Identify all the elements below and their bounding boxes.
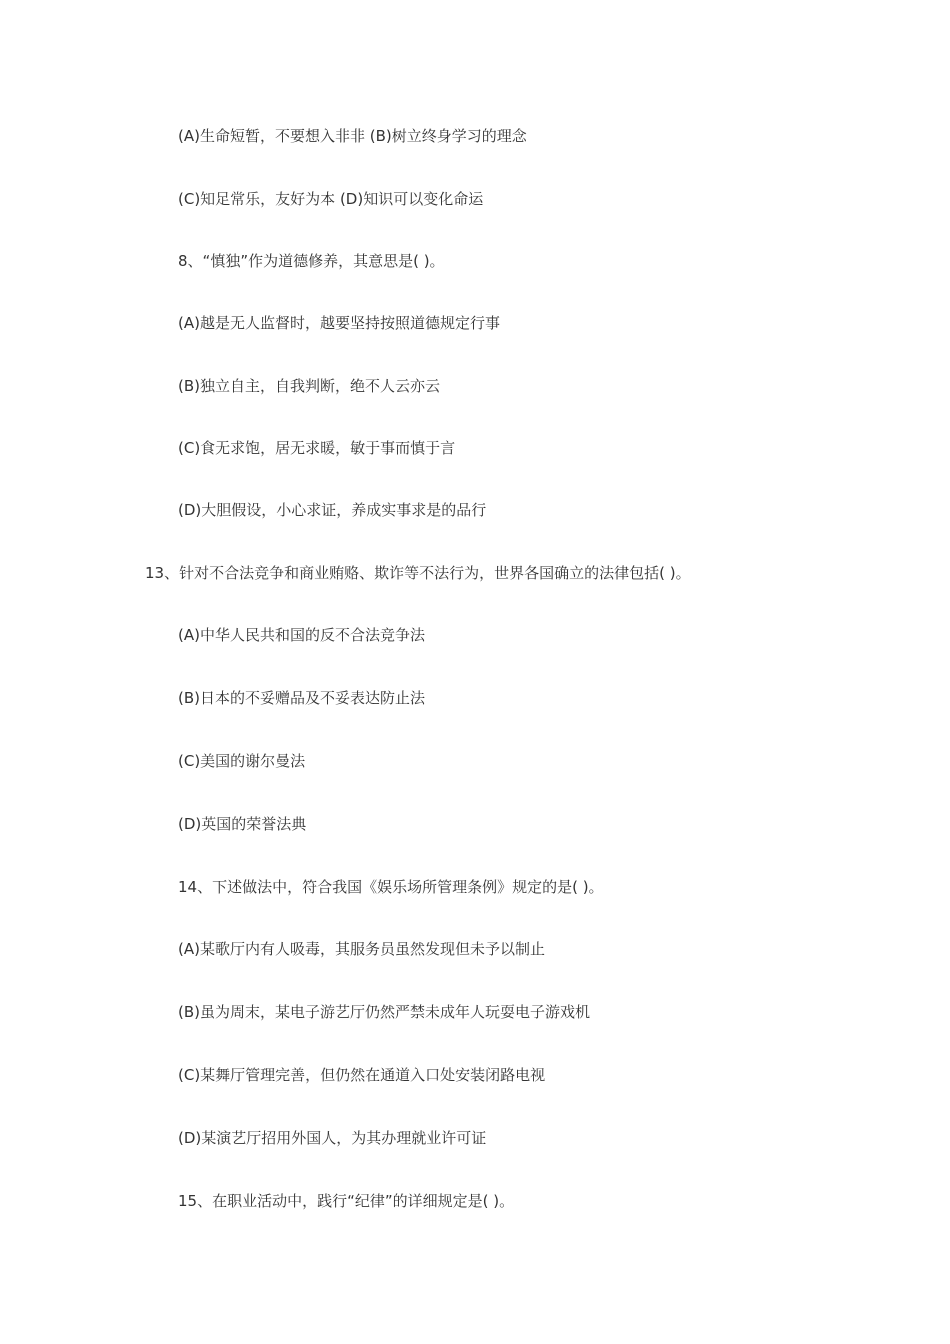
option-line: (C)食无求饱，居无求暖，敏于事而慎于言 — [178, 439, 456, 457]
option-line: (D)某演艺厅招用外国人，为其办理就业许可证 — [178, 1129, 487, 1147]
option-line: (B)日本的不妥赠品及不妥表达防止法 — [178, 689, 425, 707]
option-line: (A)生命短暂，不要想入非非 (B)树立终身学习的理念 — [178, 127, 527, 145]
question-8: 8、“慎独”作为道德修养，其意思是( )。 — [178, 252, 445, 270]
option-line: (A)中华人民共和国的反不合法竞争法 — [178, 626, 425, 644]
option-line: (A)越是无人监督时，越要坚持按照道德规定行事 — [178, 314, 500, 332]
question-15: 15、在职业活动中，践行“纪律”的详细规定是( )。 — [178, 1192, 515, 1210]
option-line: (A)某歌厅内有人吸毒，其服务员虽然发现但未予以制止 — [178, 940, 545, 958]
option-line: (C)美国的谢尔曼法 — [178, 752, 306, 770]
option-line: (D)英国的荣誉法典 — [178, 815, 307, 833]
option-line: (C)某舞厅管理完善，但仍然在通道入口处安装闭路电视 — [178, 1066, 546, 1084]
option-line: (B)独立自主，自我判断，绝不人云亦云 — [178, 377, 440, 395]
option-line: (D)大胆假设，小心求证，养成实事求是的品行 — [178, 501, 487, 519]
question-13: 13、针对不合法竞争和商业贿赂、欺诈等不法行为，世界各国确立的法律包括( )。 — [145, 564, 691, 582]
option-line: (C)知足常乐，友好为本 (D)知识可以变化命运 — [178, 190, 484, 208]
option-line: (B)虽为周末，某电子游艺厅仍然严禁未成年人玩耍电子游戏机 — [178, 1003, 590, 1021]
question-14: 14、下述做法中，符合我国《娱乐场所管理条例》规定的是( )。 — [178, 878, 604, 896]
